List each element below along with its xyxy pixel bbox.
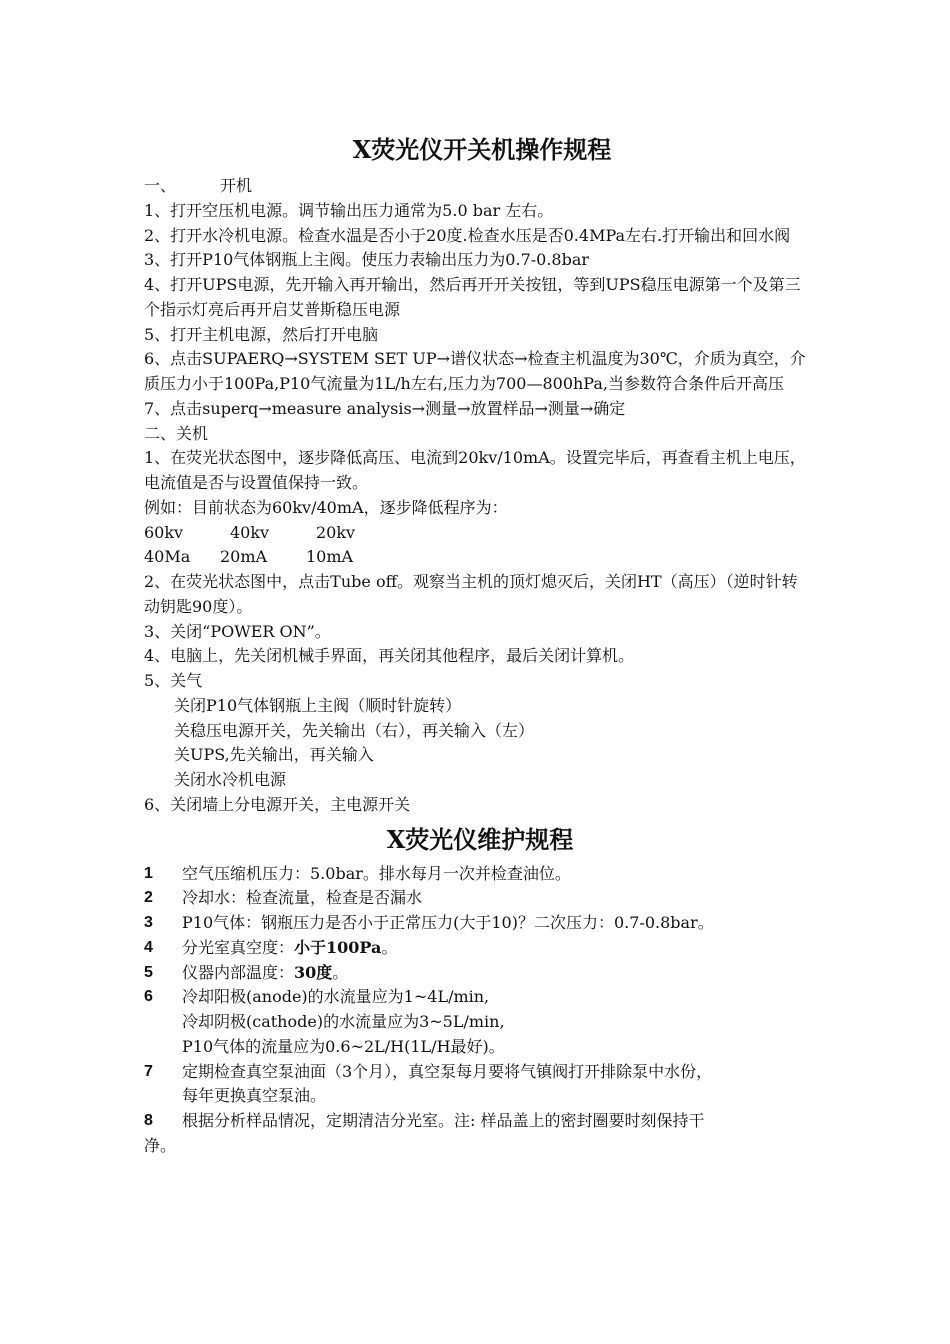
kv-value-3: 20kv [316, 522, 356, 542]
maintenance-text [182, 936, 812, 961]
maintenance-item-6 [144, 985, 812, 1059]
temperature-period: 。 [332, 962, 349, 982]
maintenance-text: 根据分析样品情况，定期清洁分光室。注: 样品盖上的密封圈要时刻保持干 [182, 1111, 705, 1130]
startup-step-1: 1、打开空压机电源。调节输出压力通常为5.0 bar 左右。 [144, 200, 554, 220]
vacuum-label: 分光室真空度： [182, 937, 295, 957]
gas-item-2: 关稳压电源开关，先关输出（右），再关输入（左） [174, 720, 535, 740]
maintenance-text: P10气体：钢瓶压力是否小于正常压力(大于10)？二次压力：0.7-0.8bar。 [182, 913, 714, 932]
startup-step-5: 5、打开主机电源，然后打开电脑 [144, 324, 379, 344]
maintenance-text: 空气压缩机压力：5.0bar。排水每月一次并检查油位。 [182, 863, 571, 883]
maintenance-text [182, 1060, 812, 1110]
maintenance-num: 6 [144, 988, 153, 1006]
gas-item-1: 关闭P10气体钢瓶上主阀（顺时针旋转） [174, 695, 462, 715]
startup-heading [144, 174, 812, 199]
maintenance-text [182, 985, 812, 1059]
maintenance-item-4 [144, 936, 812, 961]
maintenance-item-7 [144, 1060, 812, 1110]
gas-item-4: 关闭水冷机电源 [174, 770, 287, 789]
maintenance-item-2 [144, 886, 812, 911]
shutdown-step-2: 2、在荧光状态图中，点击Tube off。观察当主机的顶灯熄灭后，关闭HT（高压）（逆时针转动钥匙90度）。 [144, 572, 798, 616]
shutdown-step-6: 6、关闭墙上分电源开关，主电源开关 [144, 794, 411, 814]
maintenance-item-3 [144, 911, 812, 936]
maintenance-item-8 [144, 1109, 812, 1134]
maintenance-num: 1 [144, 864, 153, 882]
temperature-label: 仪器内部温度： [182, 962, 295, 982]
kv-value-2: 40kv [230, 522, 270, 542]
maintenance-num: 2 [144, 889, 153, 907]
p10-flow: P10气体的流量应为0.6~2L/H(1L/H最好)。 [182, 1036, 505, 1056]
ma-value-1: 40Ma [144, 547, 191, 567]
ma-row [144, 545, 812, 570]
shutdown-step-1: 1、在荧光状态图中，逐步降低高压、电流到20kv/10mA。设置完毕后，再查看主机上电压，电流值是否与设置值保持一致。 [144, 448, 806, 492]
shutdown-step-5: 5、关气 [144, 671, 203, 690]
startup-step-6: 6、点击SUPAERQ→SYSTEM SET UP→谱仪状态→检查主机温度为30℃，介质为真空，介质压力小于100Pa,P10气流量为1L/h左右,压力为700—800hPa,当参数符合条件后开高压 [144, 349, 806, 393]
maintenance-text [182, 961, 812, 986]
ma-value-2: 20mA [220, 547, 268, 567]
kv-row [144, 521, 812, 546]
shutdown-step-4: 4、电脑上，先关闭机械手界面，再关闭其他程序，最后关闭计算机。 [144, 646, 635, 666]
shutdown-step-3: 3、关闭“POWER ON”。 [144, 621, 331, 641]
maintenance-title: X荧光仪维护规程 [386, 824, 574, 854]
startup-step-2: 2、打开水冷机电源。检查水温是否小于20度.检查水压是否0.4MPa左右.打开输出和回水阀 [144, 225, 791, 245]
startup-step-3: 3、打开P10气体钢瓶上主阀。使压力表输出压力为0.7-0.8bar [144, 250, 590, 270]
maintenance-text: 冷却水：检查流量，检查是否漏水 [182, 888, 423, 908]
startup-step-4: 4、打开UPS电源，先开输入再开输出，然后再开开关按钮，等到UPS稳压电源第一个及第三个指示灯亮后再开启艾普斯稳压电源 [144, 275, 801, 319]
startup-step-7: 7、点击superq→measure analysis→测量→放置样品→测量→确定 [144, 398, 626, 418]
vacuum-value: 小于100Pa [294, 937, 382, 957]
document-content [144, 130, 812, 1159]
kv-value-1: 60kv [144, 522, 184, 542]
maintenance-num: 7 [144, 1062, 153, 1080]
shutdown-heading: 二、关机 [144, 423, 209, 443]
startup-heading-num: 一、 [144, 176, 177, 195]
startup-heading-text: 开机 [220, 176, 253, 195]
anode-flow: 冷却阳极(anode)的水流量应为1~4L/min, [182, 987, 490, 1007]
maintenance-num: 3 [144, 914, 153, 931]
maintenance-item-1 [144, 862, 812, 887]
cathode-flow: 冷却阴极(cathode)的水流量应为3~5L/min, [182, 1012, 505, 1031]
vacuum-pump-check: 定期检查真空泵油面（3个月），真空泵每月要将气镇阀打开排除泵中水份， [182, 1061, 713, 1081]
maintenance-item-8-tail: 净。 [144, 1135, 177, 1155]
maintenance-num: 8 [144, 1112, 153, 1129]
vacuum-pump-oil: 每年更换真空泵油。 [182, 1086, 327, 1106]
temperature-value: 30度 [294, 962, 333, 982]
ma-value-3: 10mA [306, 547, 354, 567]
maintenance-num: 4 [144, 938, 153, 956]
vacuum-period: 。 [381, 937, 398, 957]
maintenance-item-5 [144, 961, 812, 986]
startup-shutdown-title: X荧光仪开关机操作规程 [352, 135, 612, 164]
maintenance-num: 5 [144, 963, 153, 981]
shutdown-example: 例如：目前状态为60kv/40mA，逐步降低程序为： [144, 497, 508, 517]
gas-item-3: 关UPS,先关输出，再关输入 [174, 745, 374, 765]
